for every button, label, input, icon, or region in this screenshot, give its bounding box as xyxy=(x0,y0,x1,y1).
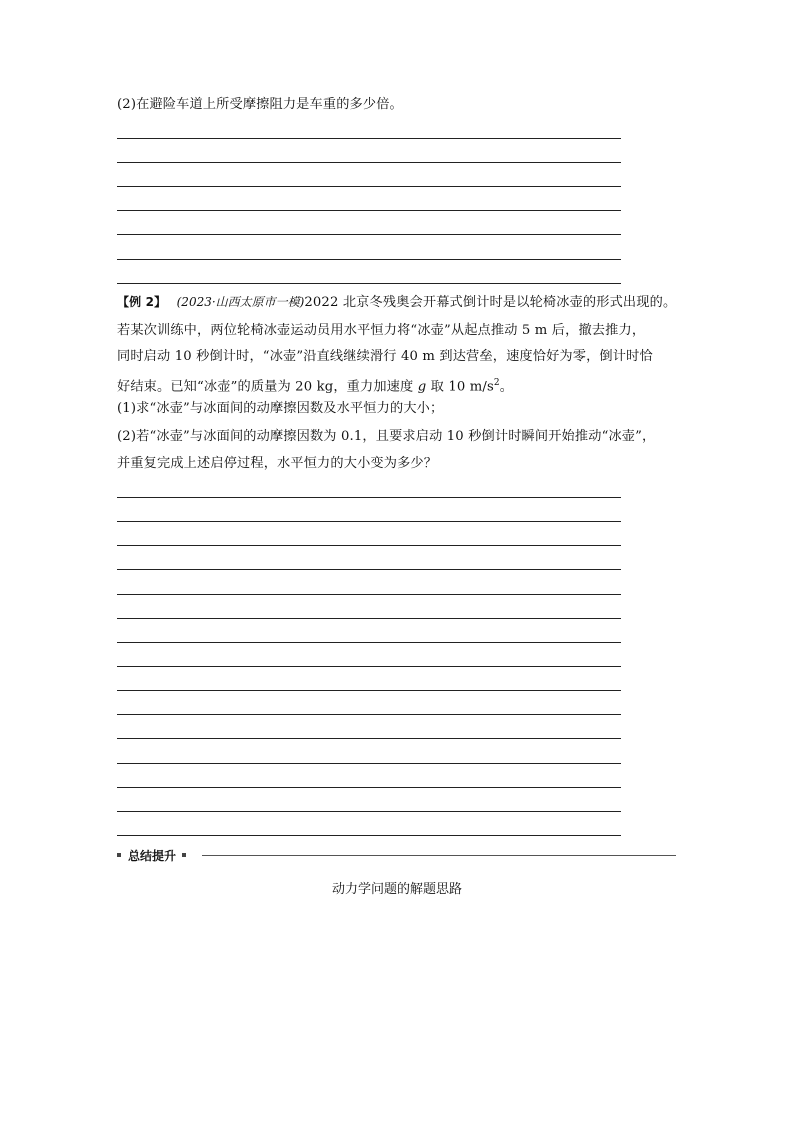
answer-line xyxy=(117,835,621,836)
answer-line xyxy=(117,594,621,595)
answer-line xyxy=(117,545,621,546)
summary-subtitle: 动力学问题的解题思路 xyxy=(331,882,462,897)
answer-line xyxy=(117,234,621,235)
sub-question-2-line-1: (2)若“冰壶”与冰面间的动摩擦因数为 0.1，且要求启动 10 秒倒计时瞬间开始推动“冰壶”， xyxy=(117,429,656,444)
answer-line xyxy=(117,162,621,163)
example-first-line xyxy=(117,293,676,312)
variable-g: g xyxy=(417,379,427,395)
example-line-4-c: 。 xyxy=(499,379,514,395)
square-bullet-icon xyxy=(117,853,121,857)
example-line-2: 若某次训练中，两位轮椅冰壶运动员用水平恒力将“冰壶”从起点推动 5 m 后，撤去推力， xyxy=(117,323,646,338)
answer-line xyxy=(117,787,621,788)
answer-line xyxy=(117,497,621,498)
answer-line xyxy=(117,283,621,284)
answer-line xyxy=(117,642,621,643)
summary-divider xyxy=(202,855,676,856)
answer-line xyxy=(117,666,621,667)
summary-title: 总结提升 xyxy=(128,848,177,863)
square-bullet-icon xyxy=(182,853,186,857)
answer-line xyxy=(117,714,621,715)
example-line-4-b: 取 10 m/s xyxy=(426,379,494,395)
summary-header xyxy=(117,847,186,863)
example-line-4-a: 好结束。已知“冰壶”的质量为 20 kg，重力加速度 xyxy=(117,379,418,395)
answer-line xyxy=(117,690,621,691)
answer-line xyxy=(117,618,621,619)
example-text: 2022 北京冬残奥会开幕式倒计时是以轮椅冰壶的形式出现的。 xyxy=(304,295,677,310)
answer-line xyxy=(117,259,621,260)
example-source: (2023·山西太原市一模) xyxy=(176,295,305,309)
answer-line xyxy=(117,763,621,764)
answer-line xyxy=(117,210,621,211)
answer-line xyxy=(117,521,621,522)
example-line-4 xyxy=(117,374,513,396)
answer-line xyxy=(117,569,621,570)
answer-line xyxy=(117,811,621,812)
question-part-2: (2)在避险车道上所受摩擦阻力是车重的多少倍。 xyxy=(117,97,403,112)
answer-line xyxy=(117,186,621,187)
sub-question-1: (1)求“冰壶”与冰面间的动摩擦因数及水平恒力的大小； xyxy=(117,401,444,416)
superscript-2: 2 xyxy=(493,378,500,388)
sub-question-2-line-2: 并重复完成上述启停过程，水平恒力的大小变为多少？ xyxy=(117,456,438,471)
answer-line xyxy=(117,138,621,139)
answer-line xyxy=(117,738,621,739)
example-label: 【例 2】 xyxy=(117,295,167,309)
example-line-3: 同时启动 10 秒倒计时，“冰壶”沿直线继续滑行 40 m 到达营垒，速度恰好为零，倒计时恰 xyxy=(117,349,653,364)
